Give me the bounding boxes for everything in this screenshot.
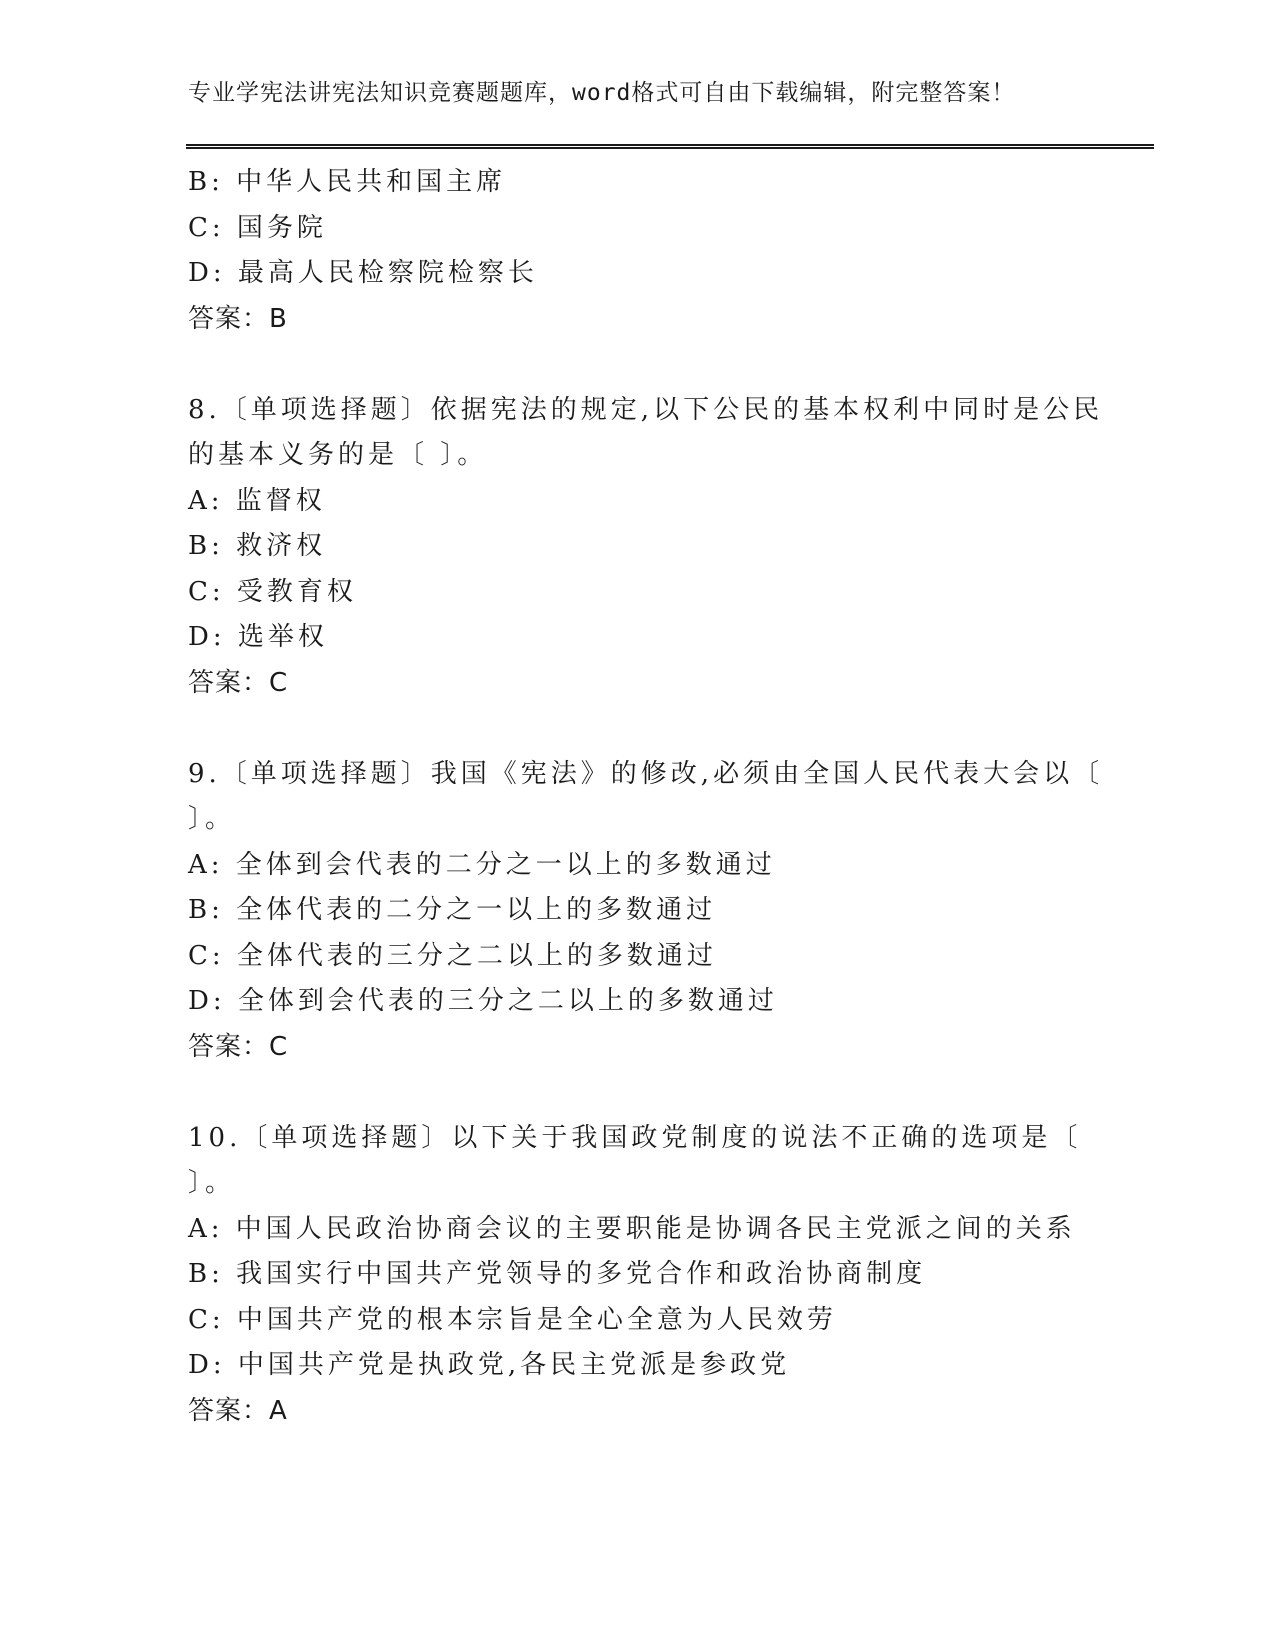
answer-line: 答案：B	[188, 303, 288, 334]
option-line: C: 全体代表的三分之二以上的多数通过	[188, 940, 717, 971]
spacer	[188, 706, 1088, 752]
option-line: A: 监督权	[188, 485, 326, 516]
option-line: B: 我国实行中国共产党领导的多党合作和政治协商制度	[188, 1259, 927, 1289]
option-line: D: 全体到会代表的三分之二以上的多数通过	[188, 986, 778, 1016]
option-line: A: 中国人民政治协商会议的主要职能是协调各民主党派之间的关系	[188, 1213, 1076, 1244]
option-line: D: 最高人民检察院检察长	[188, 258, 538, 288]
option-line: D: 选举权	[188, 622, 328, 652]
option-line: B: 中华人民共和国主席	[188, 167, 507, 197]
option-line: B: 全体代表的二分之一以上的多数通过	[188, 895, 717, 925]
question-stem: 8.〔单项选择题〕依据宪法的规定,以下公民的基本权利中同时是公民	[188, 394, 1104, 425]
leading-question-block	[188, 160, 1088, 342]
spacer	[188, 342, 1088, 388]
option-line: C: 中国共产党的根本宗旨是全心全意为人民效劳	[188, 1304, 837, 1335]
question-stem: 〕。	[188, 1168, 236, 1198]
question-stem: 〕。	[188, 804, 236, 834]
question-8	[188, 388, 1104, 707]
answer-line: 答案：C	[188, 1031, 289, 1062]
answer-line: 答案：C	[188, 667, 289, 698]
question-stem: 10.〔单项选择题〕以下关于我国政党制度的说法不正确的选项是〔	[188, 1122, 1082, 1153]
document-body	[188, 160, 1104, 1434]
spacer	[188, 1070, 1088, 1116]
header-divider	[186, 144, 1154, 149]
option-line: C: 受教育权	[188, 576, 357, 607]
option-line: B: 救济权	[188, 531, 327, 561]
question-stem: 的基本义务的是〔 〕。	[188, 440, 488, 470]
question-9	[188, 752, 1104, 1071]
question-stem: 9.〔单项选择题〕我国《宪法》的修改,必须由全国人民代表大会以〔	[188, 758, 1104, 789]
option-line: D: 中国共产党是执政党,各民主党派是参政党	[188, 1350, 791, 1380]
page-header: 专业学宪法讲宪法知识竞赛题题库，word格式可自由下载编辑，附完整答案！	[188, 80, 1016, 106]
option-line: C: 国务院	[188, 212, 327, 243]
option-line: A: 全体到会代表的二分之一以上的多数通过	[188, 849, 776, 880]
question-10	[188, 1116, 1088, 1435]
answer-line: 答案：A	[188, 1395, 288, 1426]
